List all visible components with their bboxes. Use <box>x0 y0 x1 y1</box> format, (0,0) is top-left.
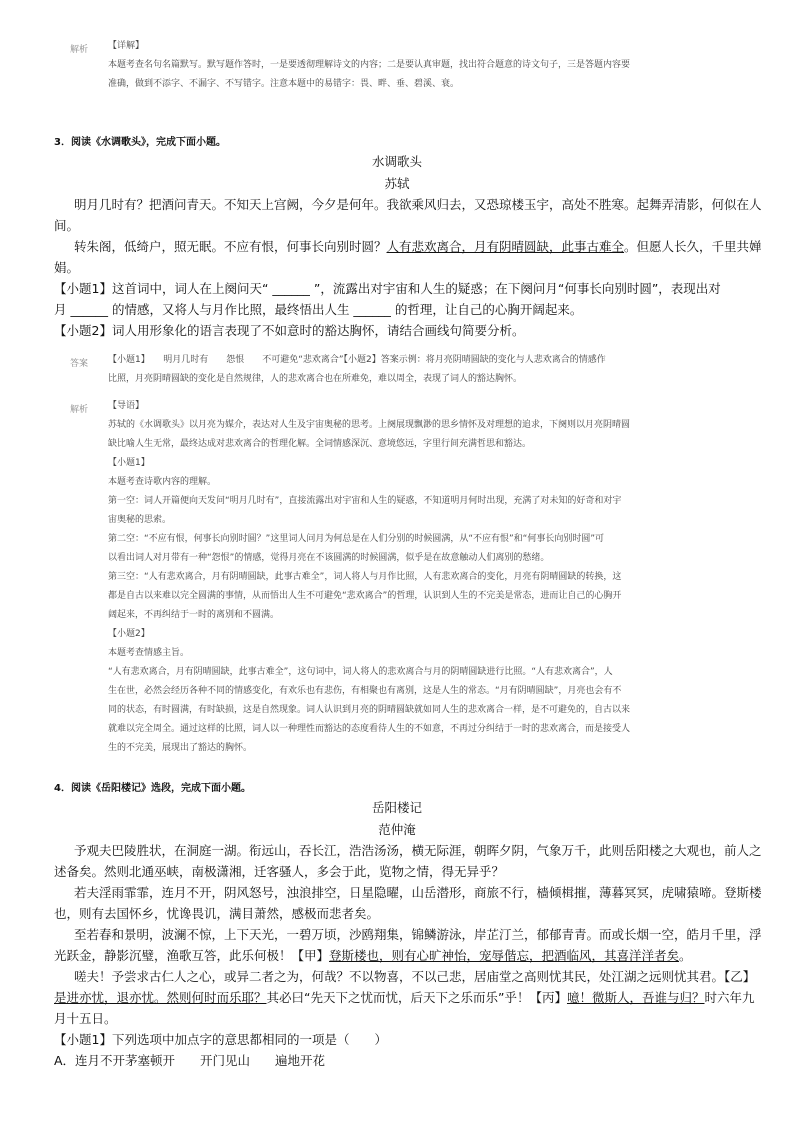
explain-line: 第二空：“不应有恨，何事长向别时圆？”这里词人问月为何总是在人们分别的时候圆满，从“不应有恨”和“何事长向别时圆”可 <box>108 534 604 544</box>
explain-line: 第三空：“人有悲欢离合，月有阴晴圆缺，此事古难全”，词人将人与月作比照，人有悲欢离合的变化，月亮有阴晴圆缺的转换，这 <box>108 572 622 582</box>
explain-line: 以看出词人对月带有一种“怨恨”的情感，觉得月亮在不该圆满的时候圆满，似乎是在故意触动人们离别的愁绪。 <box>108 553 550 563</box>
essay-line: 月十五日。 <box>54 1011 117 1026</box>
essay-line: 至若春和景明，波澜不惊，上下天光，一碧万顷，沙鸥翔集，锦鳞游泳，岸芷汀兰，郁郁青青。而或长烟一空，皓月千里，浮 <box>74 927 762 942</box>
explain-line: 缺比喻人生无常，最终达成对悲欢离合的哲理化解。全词情感深沉、意境悠远，字里行间充满哲思和豁达。 <box>108 439 532 449</box>
essay-line <box>54 945 762 966</box>
underlined-sentence-yi: 是进亦忧，退亦忧。然则何时而乐耶？ <box>54 990 267 1005</box>
essay-line <box>54 987 762 1008</box>
explain-line: 本题考查诗歌内容的理解。 <box>108 477 217 487</box>
question-4-heading: 4．阅读《岳阳楼记》选段，完成下面小题。 <box>54 783 251 794</box>
poem-title: 水调歌头 <box>371 154 422 169</box>
essay-line: 若夫淫雨霏霏，连月不开，阴风怒号，浊浪排空，日星隐曜，山岳潜形，商旅不行，樯倾楫摧，薄暮冥冥，虎啸猿啼。登斯楼 <box>74 885 762 900</box>
explain-line: 准确，做到不添字、不漏字、不写错字。注意本题中的易错字：畏、畔、垂、碧溪、衰。 <box>108 79 460 89</box>
explain-line: “人有悲欢离合，月有阴晴圆缺，此事古难全”，这句词中，词人将人的悲欢离合与月的阴晴圆缺进行比照。“人有悲欢离合”，人 <box>108 667 613 677</box>
underlined-sentence: 人有悲欢离合，月有阴晴圆缺，此事古难全 <box>386 239 625 254</box>
essay-title: 岳阳楼记 <box>371 800 422 815</box>
poem-body <box>54 194 762 341</box>
q3-answer <box>108 351 606 389</box>
explain-line: 同的状态，有时圆满，有时缺损，这是自然现象。词人认识到月亮的阴晴圆缺就如同人生的悲欢离合一样，是不可避免的，自古以来 <box>108 705 631 715</box>
explain-line: 宙奥秘的思索。 <box>108 515 172 525</box>
option-a: A．连月不开茅塞顿开 开门见山 遍地开花 <box>54 1053 326 1068</box>
poem-author: 苏轼 <box>384 176 410 191</box>
analysis-label: 解析 <box>70 405 89 415</box>
poem-line: 明月几时有？把酒问青天。不知天上宫阙，今夕是何年。我欲乘风归去，又恐琼楼玉宇，高处不胜寒。起舞弄清影，何似在人 <box>74 197 762 212</box>
explain-line: 【导语】 <box>108 401 145 411</box>
essay-line-text: 光跃金，静影沉璧，渔歌互答，此乐何极！【甲】 <box>54 948 330 963</box>
q2-explanation <box>108 37 630 94</box>
explain-line: 生在世，必然会经历各种不同的情感变化，有欢乐也有悲伤，有相聚也有离别，这是人生的常态。“月有阴晴圆缺”，月亮也会有不 <box>108 686 622 696</box>
essay-body <box>54 840 762 1071</box>
explain-line: 第一空：词人开篇便向天发问“明月几时有”，直接流露出对宇宙和人生的疑惑，不知道明月何时出现，充满了对未知的好奇和对宇 <box>108 496 622 506</box>
explain-line: 生的不完美，展现出了豁达的胸怀。 <box>108 743 253 753</box>
question-3-heading: 3．阅读《水调歌头》，完成下面小题。 <box>54 137 226 148</box>
essay-line-text: 时六年九 <box>704 990 755 1005</box>
explain-line: 阔起来，不再纠结于一时的离别和不圆满。 <box>108 610 280 620</box>
sub-question-1: 【小题1】这首词中，词人在上阕问天“ ______ ”，流露出对宇宙和人生的疑惑；在下阕问月“何事长向别时圆”，表现出对 <box>54 281 721 296</box>
answer-line: 比照，月亮阴晴圆缺的变化是自然规律，人的悲欢离合也在所难免，难以周全，表现了词人的豁达胸怀。 <box>108 374 523 384</box>
explain-heading: 【详解】 <box>108 41 145 51</box>
sub-question-1-cont: 月 ______ 的情感，又将人与月作比照，最终悟出人生 ______ 的哲理，让自己的心胸开阔起来。 <box>54 302 583 317</box>
answer-line: 【小题1】 明月几时有 怨恨 不可避免“悲欢离合”【小题2】答案示例：将月亮阴晴圆缺的变化与人悲欢离合的情感作 <box>108 355 606 365</box>
explain-line: 【小题1】 <box>108 458 150 468</box>
essay-author: 范仲淹 <box>378 822 416 837</box>
essay-line-text: 其必曰“先天下之忧而忧，后天下之乐而乐”乎！【丙】 <box>266 990 567 1005</box>
explain-line: 【小题2】 <box>108 629 150 639</box>
poem-line-text: 。但愿人长久，千里共婵 <box>624 239 762 254</box>
essay-line: 也，则有去国怀乡，忧谗畏讥，满目萧然，感极而悲者矣。 <box>54 906 380 921</box>
answer-label: 答案 <box>70 359 89 369</box>
explain-line: 本题考查名句名篇默写。默写题作答时，一是要透彻理解诗文的内容；二是要认真审题，找出符合题意的诗文句子，三是答题内容要 <box>108 60 631 70</box>
essay-line: 予观夫巴陵胜状，在洞庭一湖。衔远山，吞长江，浩浩汤汤，横无际涯，朝晖夕阴，气象万千，此则岳阳楼之大观也，前人之 <box>74 843 762 858</box>
explain-line: 就难以完全周全。通过这样的比照，词人以一种理性而豁达的态度看待人生的不如意，不再过分纠结于一时的悲欢离合，而是接受人 <box>108 724 631 734</box>
essay-line: 嗟夫！予尝求古仁人之心，或异二者之为，何哉？不以物喜，不以己悲，居庙堂之高则忧其民，处江湖之远则忧其君。【乙】 <box>74 969 756 984</box>
poem-line-text: 转朱阁，低绮户，照无眠。不应有恨，何事长向别时圆？ <box>74 239 387 254</box>
poem-line <box>54 236 762 257</box>
poem-line: 间。 <box>54 218 80 233</box>
poem-line: 娟。 <box>54 260 80 275</box>
explain-line: 本题考查情感主旨。 <box>108 648 190 658</box>
sub-question-2: 【小题2】词人用形象化的语言表现了不如意时的豁达胸怀，请结合画线句简要分析。 <box>54 323 525 338</box>
underlined-sentence-jia: 登斯楼也，则有心旷神怡，宠辱偕忘，把酒临风，其喜洋洋者矣 <box>329 948 680 963</box>
essay-line: 述备矣。然则北通巫峡，南极潇湘，迁客骚人，多会于此，览物之情，得无异乎？ <box>54 864 505 879</box>
underlined-sentence-bing: 噫！微斯人，吾谁与归？ <box>566 990 705 1005</box>
explain-line: 苏轼的《水调歌头》以月亮为媒介，表达对人生及宇宙奥秘的思考。上阕展现飘渺的思乡情怀及对理想的追求，下阕则以月亮阴晴圆 <box>108 420 631 430</box>
analysis-label: 解析 <box>70 45 89 55</box>
essay-line-text: 。 <box>679 948 692 963</box>
sub-question-1: 【小题1】下列选项中加点字的意思都相同的一项是（ ） <box>54 1032 387 1047</box>
q3-explanation <box>108 397 630 758</box>
explain-line: 都是自古以来难以完全圆满的事情，从而悟出人生不可避免“悲欢离合”的哲理，认识到人生的不完美是常态，进而让自己的心胸开 <box>108 591 622 601</box>
